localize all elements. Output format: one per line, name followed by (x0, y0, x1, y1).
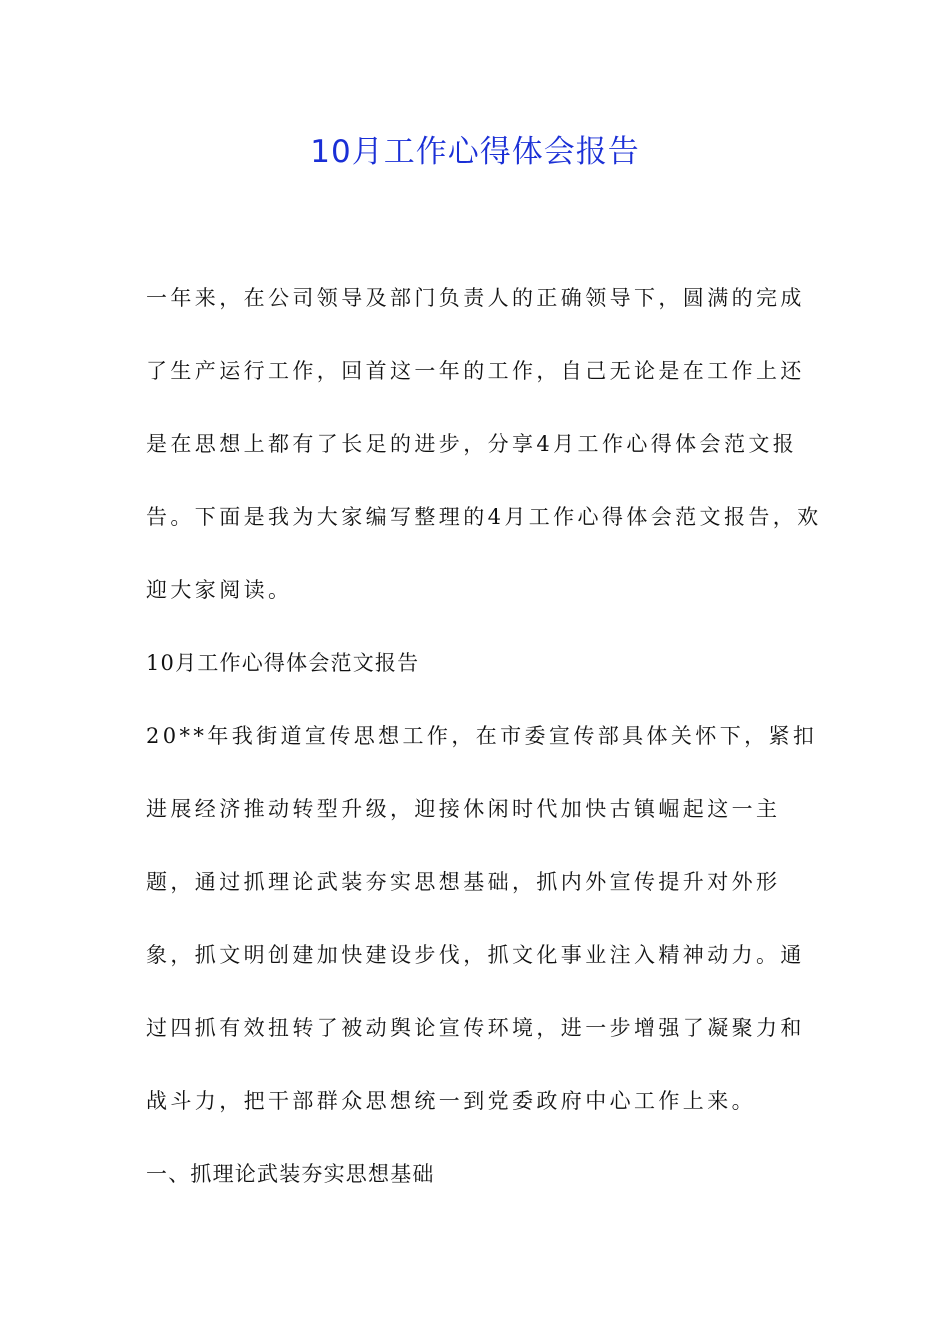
subtitle-line: 10月工作心得体会范文报告 (146, 651, 420, 675)
section-heading-1: 一、抓理论武装夯实思想基础 (146, 1162, 435, 1186)
document-title: 10月工作心得体会报告 (310, 134, 640, 170)
body-paragraph-1: 20**年我街道宣传思想工作，在市委宣传部具体关怀下，紧扣进展经济推动转型升级，迎接休闲时代加快古镇崛起这一主题，通过抓理论武装夯实思想基础，抓内外宣传提升对外形象，抓文明创建加快建设步伐，抓文化事业注入精神动力。通过四抓有效扭转了被动舆论宣传环境，进一步增强了凝聚力和战斗力，把干部群众思想统一到党委政府中心工作上来。 (146, 724, 818, 1113)
intro-paragraph: 一年来，在公司领导及部门负责人的正确领导下，圆满的完成了生产运行工作，回首这一年的工作，自己无论是在工作上还是在思想上都有了长足的进步，分享4月工作心得体会范文报告。下面是我为大家编写整理的4月工作心得体会范文报告，欢迎大家阅读。 (146, 286, 822, 602)
document-body (146, 262, 826, 1211)
